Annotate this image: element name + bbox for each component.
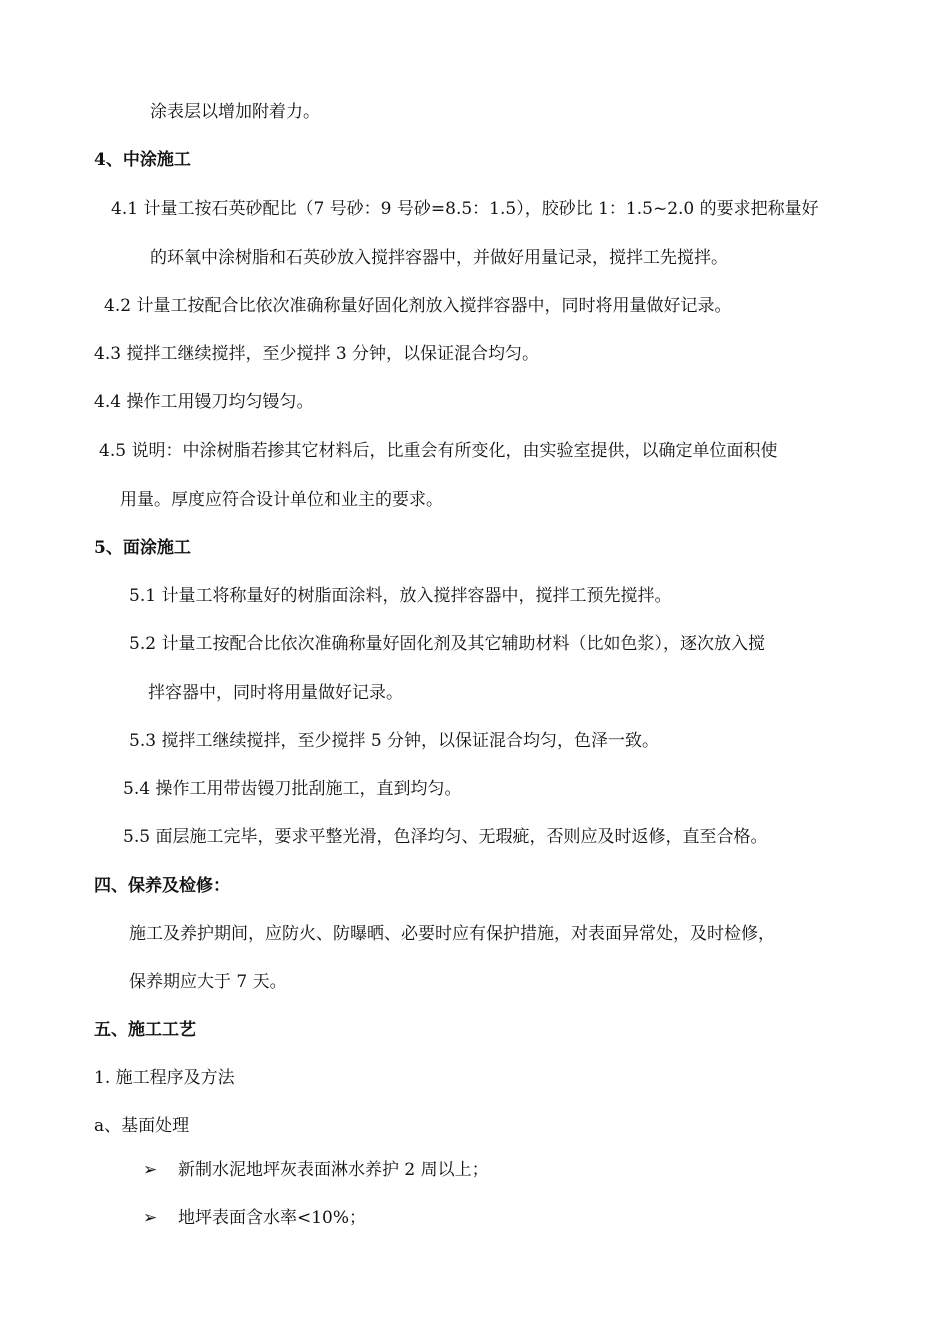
- paragraph-line-4-2: 4.2 计量工按配合比依次准确称量好固化剂放入搅拌容器中，同时将用量做好记录。: [104, 296, 732, 316]
- paragraph-line-5-5: 5.5 面层施工完毕，要求平整光滑，色泽均匀、无瑕疵，否则应及时返修，直至合格。: [123, 827, 768, 847]
- paragraph-line-5-2: 5.2 计量工按配合比依次准确称量好固化剂及其它辅助材料（比如色浆），逐次放入搅: [129, 634, 765, 654]
- paragraph-line-maintenance: 施工及养护期间，应防火、防曝晒、必要时应有保护措施，对表面异常处，及时检修，: [129, 924, 775, 944]
- paragraph-line-5-2-cont: 拌容器中，同时将用量做好记录。: [148, 683, 403, 703]
- section-heading-5: 5、面涂施工: [94, 538, 191, 558]
- list-item: 地坪表面含水率<10%；: [178, 1208, 367, 1228]
- arrow-bullet-icon: ➢: [143, 1208, 158, 1228]
- paragraph-line-4-1: 4.1 计量工按石英砂配比（7 号砂：9 号砂=8.5：1.5），胶砂比 1：1.5~2.0 的要求把称量好: [111, 199, 819, 219]
- paragraph-line-4-1-cont: 的环氧中涂树脂和石英砂放入搅拌容器中，并做好用量记录，搅拌工先搅拌。: [150, 248, 728, 268]
- paragraph-line-4-5-cont: 用量。厚度应符合设计单位和业主的要求。: [120, 490, 443, 510]
- paragraph-line-4-3: 4.3 搅拌工继续搅拌，至少搅拌 3 分钟，以保证混合均匀。: [94, 344, 540, 364]
- paragraph-line-5-4: 5.4 操作工用带齿镘刀批刮施工，直到均匀。: [123, 779, 462, 799]
- paragraph-line-5-1: 5.1 计量工将称量好的树脂面涂料，放入搅拌容器中，搅拌工预先搅拌。: [129, 586, 672, 606]
- subheading-base-treatment: a、基面处理: [94, 1116, 190, 1136]
- section-heading-maintenance: 四、保养及检修：: [94, 876, 230, 896]
- subheading-procedure: 1. 施工程序及方法: [94, 1068, 235, 1088]
- paragraph-line-5-3: 5.3 搅拌工继续搅拌，至少搅拌 5 分钟，以保证混合均匀，色泽一致。: [129, 731, 660, 751]
- arrow-bullet-icon: ➢: [143, 1160, 158, 1180]
- paragraph-line-maintenance-cont: 保养期应大于 7 天。: [129, 972, 287, 992]
- paragraph-line: 涂表层以增加附着力。: [150, 102, 320, 122]
- section-heading-process: 五、施工工艺: [94, 1020, 196, 1040]
- list-item: 新制水泥地坪灰表面淋水养护 2 周以上；: [178, 1160, 489, 1180]
- section-heading-4: 4、中涂施工: [94, 150, 191, 170]
- paragraph-line-4-4: 4.4 操作工用镘刀均匀镘匀。: [94, 392, 314, 412]
- paragraph-line-4-5: 4.5 说明：中涂树脂若掺其它材料后，比重会有所变化，由实验室提供，以确定单位面积使: [99, 441, 778, 461]
